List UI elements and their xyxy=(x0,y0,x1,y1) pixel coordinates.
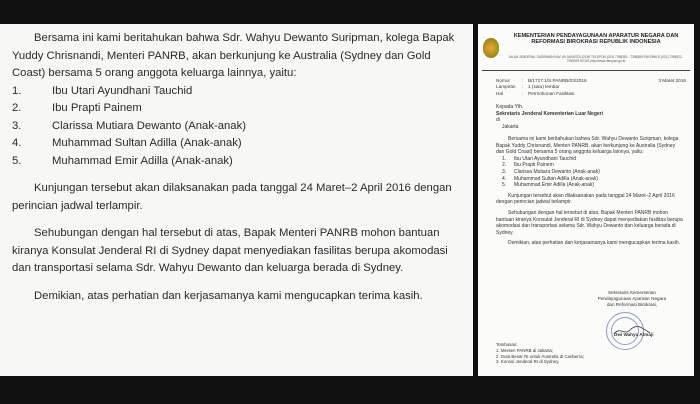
list-item: 5. Muhammad Emir Adilla (Anak-anak) xyxy=(502,182,595,189)
list-item: 3. Clarissa Mutiara Dewanto (Anak-anak) xyxy=(502,168,600,175)
list-item: 1. Ibu Utari Ayundhani Tauchid xyxy=(502,155,577,162)
list-item: 2. Ibu Prapti Painem xyxy=(502,162,554,169)
list-item: 5. Muhammad Emir Adilla (Anak-anak) xyxy=(12,154,233,167)
left-family-list xyxy=(12,83,467,171)
list-item: 2. Duta Besar RI untuk Australia di Canberra; xyxy=(496,353,584,359)
left-paragraph-3: Sehubungan dengan hal tersebut di atas, Bapak Menteri PANRB mohon bantuan kiranya Konsulat Jenderal RI di Sydney dapat menyediakan fasilitas berupa akomodasi dan transportasi selama Sdr. Wahyu Dewanto dan keluarga berada di Sydney. xyxy=(12,227,448,274)
left-body xyxy=(12,30,467,305)
left-paragraph-2: Kunjungan tersebut akan dilaksanakan pada tanggal 24 Maret–2 April 2016 dengan perincian jadwal terlampir. xyxy=(12,182,452,212)
addressee: Sekretaris Jenderal Kementerian Luar Negeri xyxy=(496,110,603,117)
list-item: 1. Menteri PANRB di Jakarta; xyxy=(496,347,554,353)
list-item: 4. Muhammad Sultan Adilla (Anak-anak) xyxy=(502,175,598,182)
letterhead-divider xyxy=(482,70,690,71)
letter-number: B/1717.1/S.PANRB/03/2016 xyxy=(528,78,587,83)
garuda-seal-icon xyxy=(483,38,499,58)
signature-block: Sekretaris Kementerian Pendayagunaan Aparatur Negara dan Reformasi Birokrasi, xyxy=(597,290,667,307)
right-paragraph-3: Sehubungan dengan hal tersebut di atas, Bapak Menteri PANRB mohon bantuan kiranya Konsulat Jenderal RI di Sydney dapat menyediakan fasilitas berupa akomodasi dan transportasi selama Sdr. Wahyu Dewanto dan keluarga berada di Sydney. xyxy=(496,209,683,236)
right-paragraph-2: Kunjungan tersebut akan dilaksanakan pada tanggal 24 Maret–2 April 2016 dengan perincian jadwal terlampir. xyxy=(496,192,675,206)
list-item: 3. Clarissa Mutiara Dewanto (Anak-anak) xyxy=(12,119,247,132)
full-letter-panel xyxy=(478,24,694,376)
letter-meta: Nomor : B/1717.1/S.PANRB/03/2016 Lampiran : 1 (satu) lembar Hal : Permohonan Fasilitasi xyxy=(496,78,587,96)
list-item: 4. Muhammad Sultan Adilla (Anak-anak) xyxy=(12,137,242,149)
signer-name: Dwi Wahyu Atmaji xyxy=(614,332,654,337)
zoomed-letter-panel xyxy=(0,24,473,376)
addressee-block: Kepada Yth. Sekretaris Jenderal Kementerian Luar Negeri di Jakarta xyxy=(496,104,684,130)
list-item: 1. Ibu Utari Ayundhani Tauchid xyxy=(12,84,193,97)
ministry-address: JALAN JENDERAL SUDIRMAN KAV. 69 JAKARTA 12190 TELEPON (021) 7398381 - 7398389 FAKSIMILE (021) 7398322 - 7398329 SITUS http://www.menpan.go.id xyxy=(508,55,684,63)
ministry-title: KEMENTERIAN PENDAYAGUNAAN APARATUR NEGARA DAN REFORMASI BIROKRASI REPUBLIK INDONESIA xyxy=(513,33,679,46)
letterhead xyxy=(482,28,690,72)
letter-date: 3 Maret 2016 xyxy=(658,78,686,83)
right-body xyxy=(496,136,684,247)
list-item: 3. Konsul Jenderal RI di Sydney. xyxy=(496,359,560,365)
right-paragraph-4: Demikian, atas perhatian dan kerjasamanya kami mengucapkan terima kasih. xyxy=(508,240,681,247)
left-paragraph-1: Bersama ini kami beritahukan bahwa Sdr. Wahyu Dewanto Suripman, kolega Bapak Yuddy Chrisnandi, Menteri PANRB, akan berkunjung ke Australia (Sydney dan Gold Coast) bersama 5 orang anggota keluarga lainnya, yaitu: xyxy=(12,32,455,79)
right-paragraph-1: Bersama ini kami beritahukan bahwa Sdr. Wahyu Dewanto Suripman, kolega Bapak Yuddy Chrisnandi, Menteri PANRB, akan berkunjung ke Australia (Sydney dan Gold Coast) bersama 5 orang anggota keluarga lainnya, yaitu: xyxy=(496,136,679,156)
left-paragraph-4: Demikian, atas perhatian dan kerjasamanya kami mengucapkan terima kasih. xyxy=(34,289,423,302)
subject: Permohonan Fasilitasi xyxy=(528,90,575,96)
attachment: 1 (satu) lembar xyxy=(528,84,560,90)
cc-list: Tembusan: 1. Menteri PANRB di Jakarta; 2. Duta Besar RI untuk Australia di Canberra; 3. Konsul Jenderal RI di Sydney. xyxy=(496,342,646,365)
list-item: 2. Ibu Prapti Painem xyxy=(12,102,142,114)
right-family-list xyxy=(496,156,684,189)
